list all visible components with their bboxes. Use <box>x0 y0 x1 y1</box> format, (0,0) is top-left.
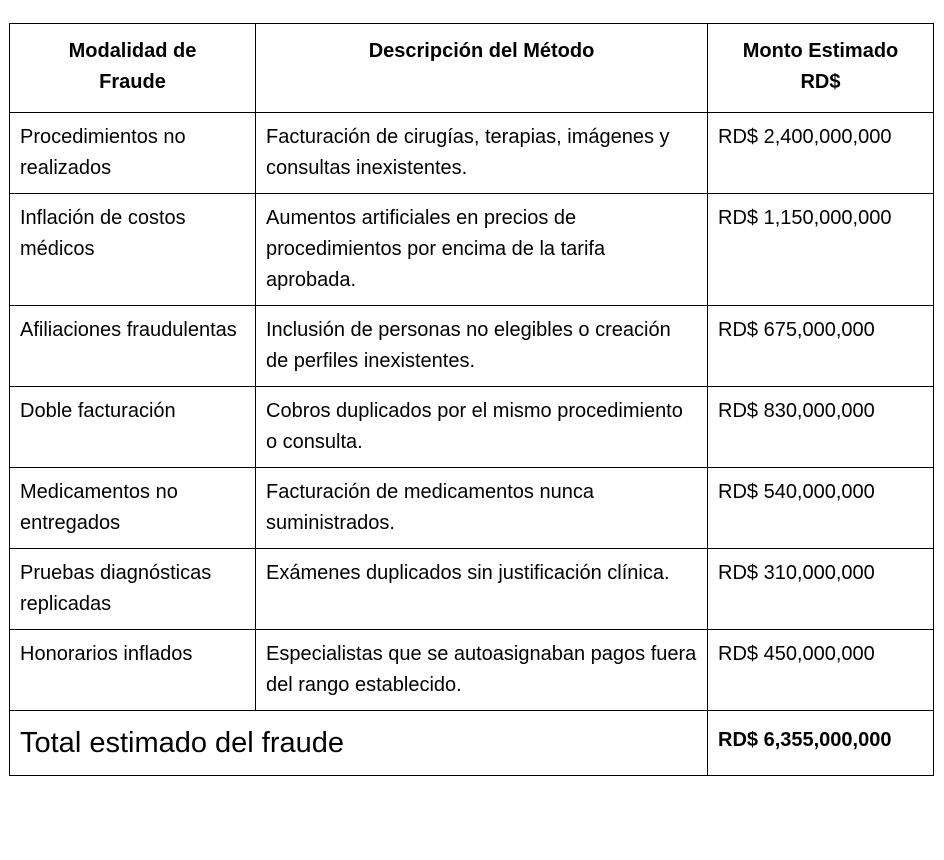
row-amount: RD$ 675,000,000 <box>708 306 934 387</box>
row-amount: RD$ 310,000,000 <box>708 549 934 630</box>
row-description: Facturación de medicamentos nunca suministrados. <box>256 468 708 549</box>
row-description: Especialistas que se autoasignaban pagos fuera del rango establecido. <box>256 630 708 711</box>
total-label: Total estimado del fraude <box>10 711 708 776</box>
table-row <box>10 387 934 468</box>
row-amount: RD$ 830,000,000 <box>708 387 934 468</box>
row-amount: RD$ 450,000,000 <box>708 630 934 711</box>
table-row <box>10 630 934 711</box>
table-row <box>10 113 934 194</box>
header-modality: Modalidad de Fraude <box>10 24 256 113</box>
row-modality: Honorarios inflados <box>10 630 256 711</box>
header-row <box>10 24 934 113</box>
row-modality: Inflación de costos médicos <box>10 194 256 306</box>
fraud-table <box>9 23 934 776</box>
table-header <box>10 24 934 113</box>
table-row <box>10 549 934 630</box>
table-row <box>10 306 934 387</box>
row-description: Exámenes duplicados sin justificación clínica. <box>256 549 708 630</box>
row-modality: Procedimientos no realizados <box>10 113 256 194</box>
header-description: Descripción del Método <box>256 24 708 113</box>
row-description: Aumentos artificiales en precios de procedimientos por encima de la tarifa aprobada. <box>256 194 708 306</box>
row-description: Facturación de cirugías, terapias, imágenes y consultas inexistentes. <box>256 113 708 194</box>
header-amount: Monto Estimado RD$ <box>708 24 934 113</box>
table-body <box>10 113 934 776</box>
row-amount: RD$ 2,400,000,000 <box>708 113 934 194</box>
total-amount: RD$ 6,355,000,000 <box>708 711 934 776</box>
table-row <box>10 194 934 306</box>
row-modality: Doble facturación <box>10 387 256 468</box>
row-amount: RD$ 1,150,000,000 <box>708 194 934 306</box>
row-amount: RD$ 540,000,000 <box>708 468 934 549</box>
row-modality: Pruebas diagnósticas replicadas <box>10 549 256 630</box>
row-modality: Medicamentos no entregados <box>10 468 256 549</box>
row-description: Inclusión de personas no elegibles o creación de perfiles inexistentes. <box>256 306 708 387</box>
row-description: Cobros duplicados por el mismo procedimiento o consulta. <box>256 387 708 468</box>
total-row <box>10 711 934 776</box>
row-modality: Afiliaciones fraudulentas <box>10 306 256 387</box>
table-row <box>10 468 934 549</box>
